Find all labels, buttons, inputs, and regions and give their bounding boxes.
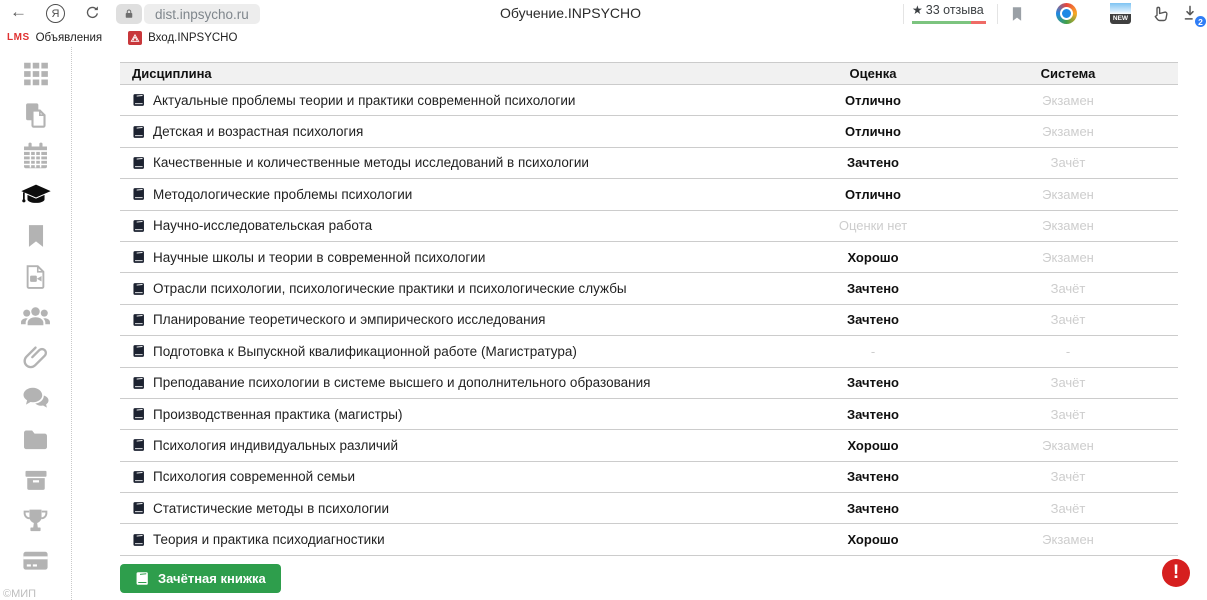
back-button[interactable]: ← [10,2,27,21]
extension-hand-button[interactable] [1150,3,1171,29]
table-row[interactable] [120,462,1178,493]
system-value: Экзамен [1042,186,1094,202]
sidebar-item-groups[interactable] [19,300,53,334]
table-row[interactable] [120,336,1178,367]
discipline-label: Научно-исследовательская работа [153,218,373,234]
table-row[interactable] [120,179,1178,210]
browser-topbar [0,0,1203,28]
discipline-cell[interactable] [120,281,788,296]
toolbar-separator [997,4,998,24]
folder-icon [21,425,50,454]
system-value: Экзамен [1042,218,1094,234]
system-value: - [1065,343,1071,359]
sidebar [0,47,72,600]
bookmark-flag-icon [1008,4,1026,24]
system-value: Зачёт [1050,375,1086,391]
discipline-cell[interactable] [120,532,788,547]
grade-value: Зачтено [847,281,899,297]
grade-value: Оценки нет [838,218,908,234]
grades-table-body [120,85,1178,556]
book-icon [132,533,146,547]
discipline-label: Подготовка к Выпускной квалификационной работе (Магистратура) [153,343,577,359]
bookmark-label: Объявления [35,31,103,44]
grade-value: Зачтено [847,312,899,328]
reviews-rating-bar [912,21,986,24]
book-icon [132,438,146,452]
discipline-label: Планирование теоретического и эмпирического исследования [153,312,546,328]
discipline-label: Психология индивидуальных различий [153,437,398,453]
discipline-label: Производственная практика (магистры) [153,406,403,422]
yandex-logo-icon[interactable]: Я [46,4,65,23]
sidebar-item-schedule[interactable] [19,138,53,172]
table-row[interactable] [120,273,1178,304]
refresh-icon [84,4,101,21]
sidebar-item-files[interactable] [19,422,53,456]
table-row[interactable] [120,116,1178,147]
sidebar-item-achievements[interactable] [19,503,53,537]
address-bar[interactable]: dist.inpsycho.ru [144,4,260,24]
book-icon [132,344,146,358]
discipline-label: Отрасли психологии, психологические практики и психологические службы [153,281,627,297]
ssl-lock-chip[interactable] [116,4,142,24]
archive-icon [22,466,50,494]
discipline-label: Научные школы и теории в современной психологии [153,249,486,265]
grade-value: Хорошо [847,532,899,548]
table-row[interactable] [120,524,1178,555]
grade-value: Зачтено [847,500,899,516]
grid-icon [21,59,51,89]
table-row[interactable] [120,399,1178,430]
book-icon [132,187,146,201]
content-area [0,47,1200,600]
system-value: Зачёт [1050,312,1086,328]
users-icon [20,302,51,333]
book-icon [135,571,150,586]
extension-new-button[interactable] [1110,3,1131,24]
sidebar-item-gradebook[interactable] [19,179,53,213]
bookmark-item-inpsycho[interactable] [128,31,237,45]
grade-value: Отлично [845,186,901,202]
new-badge: NEW [1112,15,1129,22]
book-icon [132,125,146,139]
discipline-label: Статистические методы в психологии [153,500,389,516]
table-row[interactable] [120,305,1178,336]
reviews-label: 33 отзыва [925,3,984,17]
sidebar-item-archive[interactable] [19,463,53,497]
discipline-cell[interactable] [120,407,788,422]
calendar-icon [21,141,50,170]
book-icon [132,407,146,421]
discipline-cell[interactable] [120,312,788,327]
video-file-icon [22,263,49,290]
graduation-cap-icon [20,180,52,212]
system-value: Зачёт [1050,469,1086,485]
gradebook-button-label: Зачётная книжка [158,571,266,586]
table-row[interactable] [120,493,1178,524]
book-icon [132,313,146,327]
book-icon [132,156,146,170]
chat-icon [21,384,51,414]
system-value: Экзамен [1042,124,1094,140]
gradebook-table [120,62,1178,556]
bookmark-page-button[interactable] [1008,4,1026,29]
sidebar-item-videos[interactable] [19,260,53,294]
sidebar-item-attachments[interactable] [19,341,53,375]
discipline-label: Детская и возрастная психология [153,124,364,140]
star-icon: ★ [912,3,923,17]
system-value: Зачёт [1050,155,1086,171]
system-value: Экзамен [1042,92,1094,108]
table-row[interactable] [120,368,1178,399]
discipline-label: Качественные и количественные методы исследований в психологии [153,155,589,171]
table-row[interactable] [120,85,1178,116]
grade-value: Зачтено [847,406,899,422]
book-icon [132,93,146,107]
bookmark-item-lms[interactable] [7,32,102,44]
book-icon [132,501,146,515]
sidebar-item-materials[interactable] [19,98,53,132]
bookmarks-bar [0,28,1200,47]
table-row[interactable] [120,242,1178,273]
grade-value: Зачтено [847,375,899,391]
table-row[interactable] [120,148,1178,179]
copy-icon [22,101,50,129]
grade-value: Отлично [845,92,901,108]
extension-circle-button[interactable] [1056,3,1077,24]
book-icon [132,282,146,296]
page-title: Обучение.INPSYCHO [500,5,642,21]
book-icon [132,376,146,390]
reviews-chip[interactable] [912,3,984,17]
lms-favicon: LMS [7,32,30,43]
system-value: Зачёт [1050,500,1086,516]
table-header [120,62,1178,85]
paperclip-icon [22,344,50,372]
discipline-cell[interactable] [120,344,788,359]
grade-value: Хорошо [847,437,899,453]
toolbar-separator [903,4,904,24]
grade-value: - [870,343,876,359]
gradebook-button[interactable] [120,564,281,593]
card-icon [21,546,50,575]
discipline-cell[interactable] [120,93,788,108]
institute-favicon [128,31,142,45]
book-icon [132,219,146,233]
refresh-button[interactable] [84,4,101,26]
header-discipline: Дисциплина [132,66,212,81]
discipline-label: Актуальные проблемы теории и практики современной психологии [153,92,576,108]
discipline-label: Преподавание психологии в системе высшего и дополнительного образования [153,375,651,391]
trophy-icon [21,506,50,535]
system-value: Экзамен [1042,532,1094,548]
book-icon [132,250,146,264]
discipline-cell[interactable] [120,218,788,233]
grade-value: Зачтено [847,155,899,171]
hand-icon [1150,3,1171,24]
sidebar-item-payments[interactable] [19,544,53,578]
alert-notification-badge[interactable] [1162,559,1190,587]
discipline-cell[interactable] [120,375,788,390]
header-system: Система [1040,66,1096,81]
system-value: Зачёт [1050,281,1086,297]
discipline-label: Психология современной семьи [153,469,356,485]
system-value: Экзамен [1042,437,1094,453]
table-row[interactable] [120,211,1178,242]
sidebar-item-dashboard[interactable] [19,57,53,91]
extension-circle-icon [1060,7,1073,20]
grade-value: Зачтено [847,469,899,485]
sidebar-item-messages[interactable] [19,382,53,416]
header-grade: Оценка [849,66,897,81]
bookmark-icon [23,223,49,249]
lock-icon [123,8,135,20]
downloads-button[interactable] [1180,3,1204,27]
discipline-cell[interactable] [120,155,788,170]
exclamation-icon: ! [1172,562,1180,583]
discipline-label: Методологические проблемы психологии [153,186,413,202]
system-value: Экзамен [1042,249,1094,265]
discipline-cell[interactable] [120,124,788,139]
discipline-cell[interactable] [120,469,788,484]
book-icon [132,470,146,484]
extension-picture-icon [1110,3,1131,14]
bookmark-label: Вход.INPSYCHO [148,31,238,44]
discipline-cell[interactable] [120,438,788,453]
discipline-label: Теория и практика психодиагностики [153,532,385,548]
system-value: Зачёт [1050,406,1086,422]
copyright-label: ©МИП [3,588,37,600]
discipline-cell[interactable] [120,187,788,202]
downloads-count-badge: 2 [1194,15,1207,28]
grade-value: Хорошо [847,249,899,265]
table-row[interactable] [120,430,1178,461]
grade-value: Отлично [845,124,901,140]
sidebar-item-bookmarks[interactable] [19,219,53,253]
discipline-cell[interactable] [120,501,788,516]
discipline-cell[interactable] [120,250,788,265]
